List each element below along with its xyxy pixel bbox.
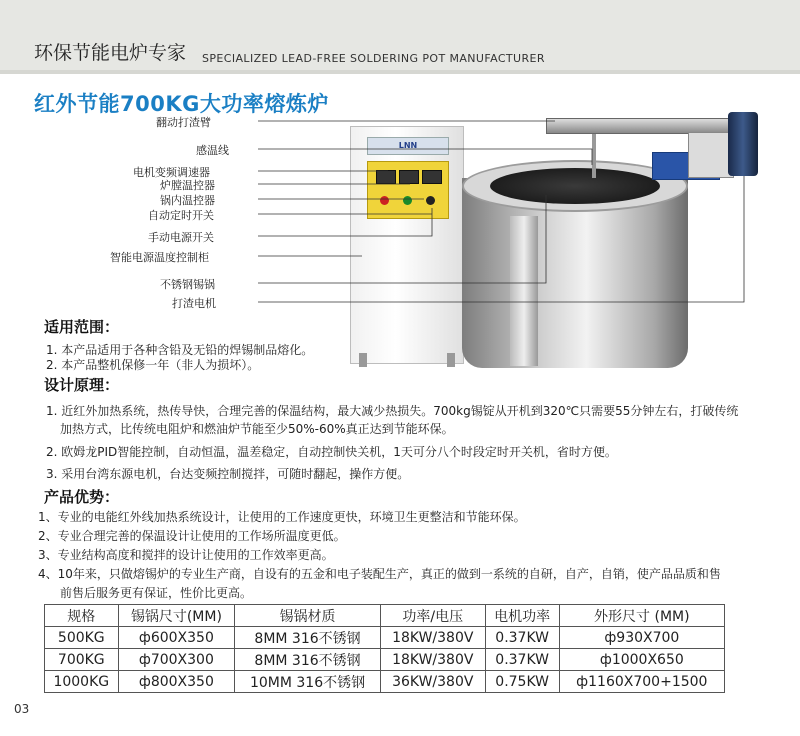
- principle-heading: 设计原理：: [44, 376, 120, 394]
- scope-item: 2. 本产品整机保修一年（非人为损坏）。: [46, 358, 260, 372]
- table-cell: ф600X350: [118, 627, 235, 649]
- table-cell: 18KW/380V: [380, 627, 485, 649]
- table-cell: 10MM 316不锈钢: [235, 671, 381, 693]
- table-cell: 0.37KW: [485, 627, 559, 649]
- table-cell: ф800X350: [118, 671, 235, 693]
- advantage-item: 3、专业结构高度和搅拌的设计让使用的工作效率更高。: [38, 548, 334, 562]
- callout-frequency-controller: 电机变频调速器: [133, 166, 210, 179]
- advantage-item: 4、10年来，只做熔锡炉的专业生产商，自设有的五金和电子装配生产，真正的做到一系统的自研，自产，自销，使产品品质和售: [38, 567, 721, 581]
- header-cn-title: 环保节能电炉专家: [34, 42, 187, 64]
- table-header: 锡锅材质: [235, 605, 381, 627]
- table-cell: 500KG: [45, 627, 119, 649]
- principle-item: 1. 近红外加热系统，热传导快，合理完善的保温结构，最大减少热损失。700kg锡锭从开机到320℃只需要55分钟左右，打破传统: [46, 404, 739, 418]
- table-header: 锡锅尺寸(MM): [118, 605, 235, 627]
- product-title: 红外节能700KG大功率熔炼炉: [34, 92, 329, 116]
- cabinet-brand-plate: LNN: [367, 137, 449, 155]
- advantage-item: 1、专业的电能红外线加热系统设计，让使用的工作速度更快，环境卫生更整洁和节能环保。: [38, 510, 526, 524]
- callout-stirring-arm: 翻动打渣臂: [156, 116, 211, 129]
- scope-heading: 适用范围：: [44, 318, 120, 336]
- table-header: 功率/电压: [380, 605, 485, 627]
- table-cell: 8MM 316不锈钢: [235, 649, 381, 671]
- advantage-item: 2、专业合理完善的保温设计让使用的工作场所温度更低。: [38, 529, 346, 543]
- table-header-row: [45, 605, 725, 627]
- table-cell: ф1160X700+1500: [559, 671, 724, 693]
- header-en-title: SPECIALIZED LEAD-FREE SOLDERING POT MANUFACTURER: [202, 52, 545, 65]
- scope-item: 1. 本产品适用于各种含铅及无铅的焊锡制品熔化。: [46, 343, 314, 357]
- callout-pot-thermostat: 锅内温控器: [160, 194, 215, 207]
- principle-item: 3. 采用台湾东源电机，台达变频控制搅拌，可随时翻起，操作方便。: [46, 467, 410, 481]
- table-cell: ф700X300: [118, 649, 235, 671]
- callout-slag-motor: 打渣电机: [172, 297, 216, 310]
- callout-control-cabinet: 智能电源温度控制柜: [110, 251, 209, 264]
- callout-auto-timer: 自动定时开关: [148, 209, 214, 222]
- callout-steel-pot: 不锈钢锡锅: [160, 278, 215, 291]
- advantage-item-cont: 前售后服务更有保证，性价比更高。: [60, 586, 253, 600]
- table-row: [45, 671, 725, 693]
- table-row: [45, 649, 725, 671]
- table-cell: ф930X700: [559, 627, 724, 649]
- principle-item-cont: 加热方式，比传统电阻炉和燃油炉节能至少50%-60%真正达到节能环保。: [60, 422, 454, 436]
- table-cell: 0.37KW: [485, 649, 559, 671]
- table-cell: 1000KG: [45, 671, 119, 693]
- callout-chamber-thermostat: 炉膛温控器: [160, 179, 215, 192]
- callout-manual-switch: 手动电源开关: [148, 231, 214, 244]
- table-cell: ф1000X650: [559, 649, 724, 671]
- table-header: 规格: [45, 605, 119, 627]
- advantages-heading: 产品优势：: [44, 488, 120, 506]
- page-number: 03: [14, 702, 30, 716]
- table-cell: 8MM 316不锈钢: [235, 627, 381, 649]
- table-cell: 700KG: [45, 649, 119, 671]
- table-header: 外形尺寸 (MM): [559, 605, 724, 627]
- spec-table: [44, 604, 725, 693]
- table-cell: 0.75KW: [485, 671, 559, 693]
- principle-item: 2. 欧姆龙PID智能控制，自动恒温，温差稳定，自动控制快关机，1天可分八个时段定时开关机，省时方便。: [46, 445, 617, 459]
- table-cell: 36KW/380V: [380, 671, 485, 693]
- table-row: [45, 627, 725, 649]
- callout-temp-sensor: 感温线: [196, 144, 229, 157]
- table-header: 电机功率: [485, 605, 559, 627]
- table-cell: 18KW/380V: [380, 649, 485, 671]
